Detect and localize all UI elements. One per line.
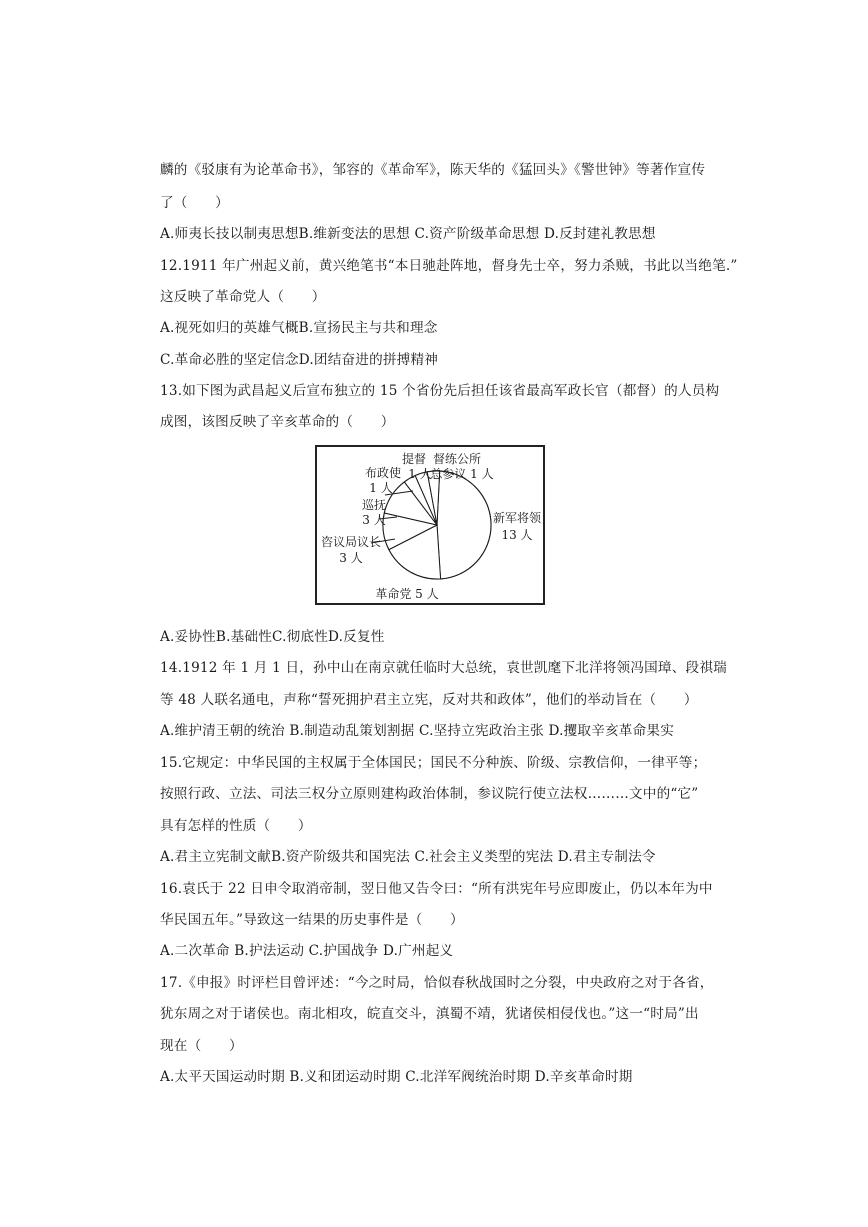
label-xinjun-count: 13 人	[501, 528, 533, 542]
pie-chart-frame	[315, 445, 545, 605]
label-ziyiju: 咨议局议长	[320, 535, 382, 549]
label-gemingdang: 革命党 5 人	[375, 587, 439, 601]
text-line: 按照行政、立法、司法三权分立原则建构政治体制，参议院行使立法权………文中的“它”	[160, 786, 699, 802]
text-line: 12.1911 年广州起义前，黄兴绝笔书“本日驰赴阵地，督身先士卒，努力杀贼，书此以当绝笔.”	[160, 258, 738, 274]
label-dulian: 督练公所	[432, 452, 482, 466]
label-ziyiju-count: 3 人	[339, 551, 363, 565]
pie-slice-0	[437, 471, 491, 579]
label-buzhengshi: 布政使	[364, 466, 402, 480]
text-line: C.革命必胜的坚定信念D.团结奋进的拼搏精神	[160, 352, 439, 368]
text-line: A.维护清王朝的统治 B.制造动乱策划割据 C.坚持立宪政治主张 D.攫取辛亥革命果实	[160, 723, 674, 739]
label-buzhengshi-count: 1 人	[369, 481, 393, 495]
pie-chart	[317, 447, 543, 603]
text-line: 具有怎样的性质（ ）	[160, 818, 312, 834]
label-xunfu: 巡抚	[361, 498, 387, 512]
text-line: A.太平天国运动时期 B.义和团运动时期 C.北洋军阀统治时期 D.辛亥革命时期	[160, 1069, 633, 1085]
label-xunfu-count: 3 人	[362, 513, 386, 527]
label-zongcanyi: 总参议 1 人	[430, 467, 494, 481]
text-line: 这反映了革命党人（ ）	[160, 289, 326, 305]
text-line: 现在（ ）	[160, 1038, 243, 1054]
text-line: 14.1912 年 1 月 1 日，孙中山在南京就任临时大总统，袁世凯麾下北洋将领冯国璋、段祺瑞	[160, 660, 727, 676]
text-line: A.二次革命 B.护法运动 C.护国战争 D.广州起义	[160, 943, 454, 959]
text-line: 华民国五年。”导致这一结果的历史事件是（ ）	[160, 912, 464, 928]
text-line: 15.它规定：中华民国的主权属于全体国民；国民不分种族、阶级、宗教信仰，一律平等；	[160, 755, 707, 771]
text-line: 16.袁氏于 22 日申令取消帝制，翌日他又告令曰：“所有洪宪年号应即废止，仍以本年为中	[160, 881, 713, 897]
text-line: A.师夷长技以制夷思想B.维新变法的思想 C.资产阶级革命思想 D.反封建礼教思想	[160, 226, 656, 242]
text-line: 麟的《驳康有为论革命书》，邹容的《革命军》，陈天华的《猛回头》《警世钟》等著作宣传	[160, 162, 706, 178]
text-line: 13.如下图为武昌起义后宣布独立的 15 个省份先后担任该省最高军政长官（都督）的人员构	[160, 383, 720, 399]
label-tidu-count: 1 人	[408, 467, 432, 481]
text-line: 了（ ）	[160, 195, 229, 211]
text-line: A.妥协性B.基础性C.彻底性D.反复性	[160, 629, 385, 645]
label-tidu: 提督	[401, 452, 427, 466]
text-line: 等 48 人联名通电，声称“誓死拥护君主立宪，反对共和政体”，他们的举动旨在（ ）	[160, 692, 698, 708]
text-line: 犹东周之对于诸侯也。南北相攻，皖直交斗，滇蜀不靖，犹诸侯相侵伐也。”这一“时局”出	[160, 1006, 699, 1022]
label-xinjun: 新军将领	[492, 511, 542, 525]
text-line: 成图，该图反映了辛亥革命的（ ）	[160, 414, 395, 430]
text-line: 17.《申报》时评栏目曾评述：“今之时局，恰似春秋战国时之分裂，中央政府之对于各省，	[160, 975, 714, 991]
text-line: A.君主立宪制文献B.资产阶级共和国宪法 C.社会主义类型的宪法 D.君主专制法令	[160, 849, 656, 865]
text-line: A.视死如归的英雄气概B.宣扬民主与共和理念	[160, 320, 438, 336]
